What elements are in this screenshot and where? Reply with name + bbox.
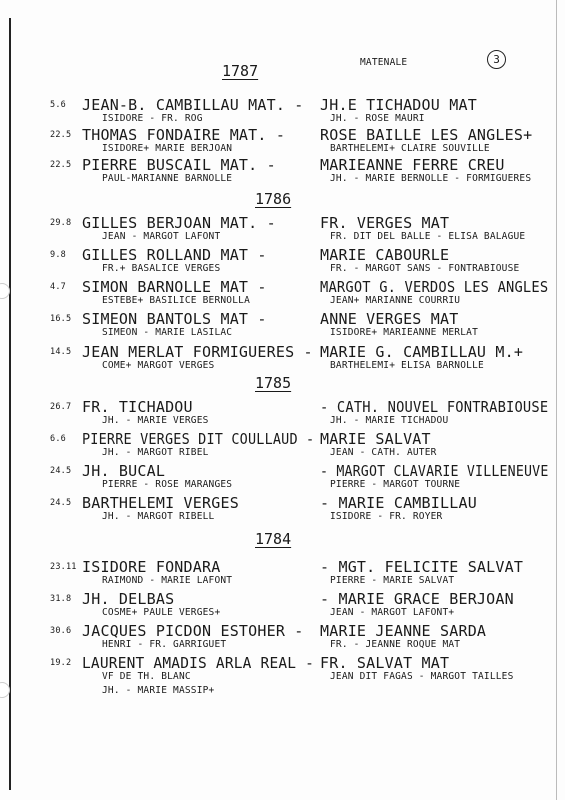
entry-groom: PIERRE VERGES DIT COULLAUD - [82,430,315,448]
entry-date: 29.8 [50,218,72,228]
entry-groom: SIMON BARNOLLE MAT - [82,278,267,296]
section-year: 1785 [255,374,292,392]
entry-groom-parents: FR.+ BASALICE VERGES [102,263,221,274]
entry-bride-parents: FR. - JEANNE ROQUE MAT [330,639,461,650]
entry-bride: - CATH. NOUVEL FONTRABIOUSE [320,398,549,416]
entry-bride: FR. SALVAT MAT [320,654,450,672]
entry-bride: FR. VERGES MAT [320,214,450,232]
header-year: 1787 [222,62,259,80]
entry-groom-parents: VF DE TH. BLANC [102,671,191,682]
entry-date: 31.8 [50,594,72,604]
entry-date: 26.7 [50,402,72,412]
entry-bride: - MGT. FELICITE SALVAT [320,558,524,576]
entry-bride: - MARGOT CLAVARIE VILLENEUVE [320,462,549,480]
entry-groom-parents: COME+ MARGOT VERGES [102,360,215,371]
entry-date: 22.5 [50,160,72,170]
entry-groom: JEAN MERLAT FORMIGUERES - [82,343,313,361]
entry-groom: FR. TICHADOU [82,398,193,416]
entry-date: 4.7 [50,282,66,292]
entry-date: 24.5 [50,466,72,476]
entry-bride-parents: BARTHELEMI+ CLAIRE SOUVILLE [330,143,490,154]
entry-bride-parents: ISIDORE+ MARIEANNE MERLAT [330,327,478,338]
section-year: 1786 [255,190,292,208]
header-label: MATENALE [360,57,408,68]
entry-bride: MARIE CABOURLE [320,246,450,264]
entry-groom: JH. DELBAS [82,590,175,608]
entry-groom-parents: JH. - MARGOT RIBEL [102,447,209,458]
entry-groom-parents: JEAN - MARGOT LAFONT [102,231,221,242]
entry-groom-parents: COSME+ PAULE VERGES+ [102,607,221,618]
entry-groom-parents: JH. - MARGOT RIBELL [102,511,215,522]
entry-date: 30.6 [50,626,72,636]
entry-groom-parents: ISIDORE - FR. ROG [102,113,203,124]
entry-bride: JH.E TICHADOU MAT [320,96,477,114]
entry-bride: MARIE SALVAT [320,430,431,448]
entry-bride-parents: PIERRE - MARIE SALVAT [330,575,455,586]
entry-date: 5.6 [50,100,66,110]
entry-groom: GILLES ROLLAND MAT - [82,246,267,264]
entry-bride-parents: JEAN - MARGOT LAFONT+ [330,607,455,618]
entry-groom: PIERRE BUSCAIL MAT. - [82,156,276,174]
entry-groom-parents: JH. - MARIE VERGES [102,415,209,426]
entry-bride: - MARIE GRACE BERJOAN [320,590,514,608]
entry-bride-parents: JH. - MARIE TICHADOU [330,415,449,426]
entry-date: 19.2 [50,658,72,668]
entry-groom-parents: ISIDORE+ MARIE BERJOAN [102,143,233,154]
entry-bride-parents: JH. - ROSE MAURI [330,113,425,124]
entry-groom: JEAN-B. CAMBILLAU MAT. - [82,96,304,114]
entry-bride-parents: JEAN DIT FAGAS - MARGOT TAILLES [330,671,514,682]
entry-bride-parents: BARTHELEMI+ ELISA BARNOLLE [330,360,484,371]
entry-bride: MARIE G. CAMBILLAU M.+ [320,343,524,361]
entry-groom-parents: SIMEON - MARIE LASILAC [102,327,233,338]
entry-groom: JACQUES PICDON ESTOHER - [82,622,304,640]
entry-date: 14.5 [50,347,72,357]
margin-line [9,18,11,790]
entry-groom: ISIDORE FONDARA [82,558,221,576]
entry-bride-parents: FR. - MARGOT SANS - FONTRABIOUSE [330,263,520,274]
page-edge [556,0,557,800]
entry-groom-parents: ESTEBE+ BASILICE BERNOLLA [102,295,250,306]
entry-bride: ROSE BAILLE LES ANGLES+ [320,126,533,144]
entry-date: 24.5 [50,498,72,508]
entry-date: 23.11 [50,562,77,572]
entry-bride-parents: JEAN+ MARIANNE COURRIU [330,295,461,306]
entry-date: 6.6 [50,434,66,444]
entry-groom-parents: PAUL-MARIANNE BARNOLLE [102,173,233,184]
entry-date: 16.5 [50,314,72,324]
entry-bride-parents: JEAN - CATH. AUTER [330,447,437,458]
entry-groom-parents: RAIMOND - MARIE LAFONT [102,575,233,586]
entry-bride: - MARIE CAMBILLAU [320,494,477,512]
entry-bride-parents: FR. DIT DEL BALLE - ELISA BALAGUE [330,231,526,242]
entry-groom: BARTHELEMI VERGES [82,494,239,512]
entry-groom: THOMAS FONDAIRE MAT. - [82,126,286,144]
entry-groom: SIMEON BANTOLS MAT - [82,310,267,328]
entry-bride-parents: PIERRE - MARGOT TOURNE [330,479,461,490]
entry-bride-parents: JH. - MARIE BERNOLLE - FORMIGUERES [330,173,532,184]
entry-bride: MARGOT G. VERDOS LES ANGLES [320,278,549,296]
entry-bride-parents: ISIDORE - FR. ROYER [330,511,443,522]
entry-groom-parents: PIERRE - ROSE MARANGES [102,479,233,490]
page-number: 3 [487,50,506,69]
entry-bride: MARIEANNE FERRE CREU [320,156,505,174]
entry-date: 9.8 [50,250,66,260]
entry-groom-parents: HENRI - FR. GARRIGUET [102,639,227,650]
entry-extra-line: JH. - MARIE MASSIP+ [102,685,215,696]
entry-bride: ANNE VERGES MAT [320,310,459,328]
entry-groom: GILLES BERJOAN MAT. - [82,214,276,232]
entry-groom: LAURENT AMADIS ARLA REAL - [82,654,315,672]
entry-date: 22.5 [50,130,72,140]
entry-groom: JH. BUCAL [82,462,166,480]
entry-bride: MARIE JEANNE SARDA [320,622,487,640]
section-year: 1784 [255,530,292,548]
